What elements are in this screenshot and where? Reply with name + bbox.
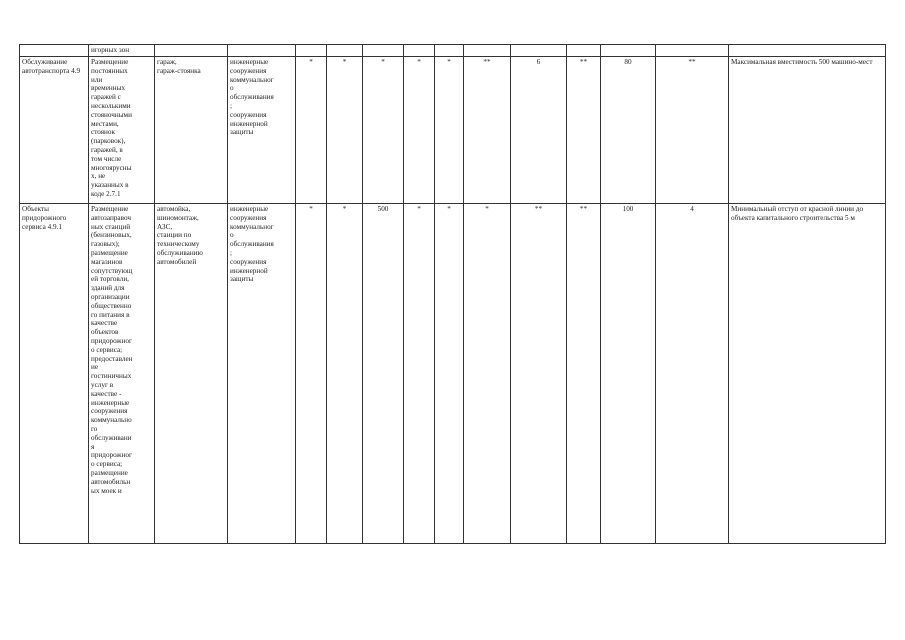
table-cell-value: *: [296, 57, 327, 204]
table-row: [20, 45, 886, 57]
table-cell-value: *: [363, 57, 404, 204]
table-cell-value: **: [567, 204, 601, 544]
table-cell-description: Размещение постоянных или временных гаражей с несколькими стояночными местами, стоянок (парковок), гаражей, в том числе многоярусны х, не указанных в коде 2.7.1: [89, 57, 155, 204]
table-cell-value: *: [435, 204, 464, 544]
table-cell-description: Размещение автозаправоч ных станций (бензиновых, газовых); размещение магазинов сопутствующ ей торговли, зданий для организации общественно го питания в качестве объектов придорожног о сервиса; предоставлен ие гостиничных услуг в качестве - инженерные сооружения коммунально го обслуживани я придорожног о сервиса; размещение автомобильн ых моек и: [89, 204, 155, 544]
table-cell-value: **: [567, 57, 601, 204]
table-cell-conditional: инженерные сооружения коммунальног о обслуживания ; сооружения инженерной защиты: [228, 57, 296, 204]
table-cell-name: Объекты придорожного сервиса 4.9.1: [20, 204, 89, 544]
table-cell-name: Обслуживание автотранспорта 4.9: [20, 57, 89, 204]
table-cell-value: **: [464, 57, 511, 204]
table-cell-value: 6: [511, 57, 567, 204]
table-row: [20, 57, 886, 204]
table-cell-value: *: [404, 204, 435, 544]
zoning-table: [19, 44, 886, 544]
table-cell-notes: Максимальная вместимость 500 машино-мест: [729, 57, 886, 204]
table-cell-value: 100: [601, 204, 656, 544]
table-cell-value: *: [404, 57, 435, 204]
table-cell-value: 80: [601, 57, 656, 204]
table-cell-description: игорных зон: [89, 45, 155, 57]
table-cell: [20, 45, 89, 57]
table-cell-value: 500: [363, 204, 404, 544]
table-cell-value: *: [327, 204, 363, 544]
table-cell-value: *: [327, 57, 363, 204]
table-cell-value: *: [296, 204, 327, 544]
table-cell-value: **: [511, 204, 567, 544]
table-cell-value: 4: [656, 204, 729, 544]
table-cell-value: *: [464, 204, 511, 544]
table-cell-value: *: [435, 57, 464, 204]
table-cell-notes: Минимальный отступ от красной линии до объекта капитального строительства 5 м: [729, 204, 886, 544]
table-cell-auxiliary: гараж, гараж-стоянка: [155, 57, 228, 204]
table-cell-auxiliary: автомойка, шиномонтаж, АЗС, станции по техническому обслуживанию автомобилей: [155, 204, 228, 544]
table-cell-value: **: [656, 57, 729, 204]
table-row: [20, 204, 886, 544]
table-cell-conditional: инженерные сооружения коммунальног о обслуживания ; сооружения инженерной защиты: [228, 204, 296, 544]
